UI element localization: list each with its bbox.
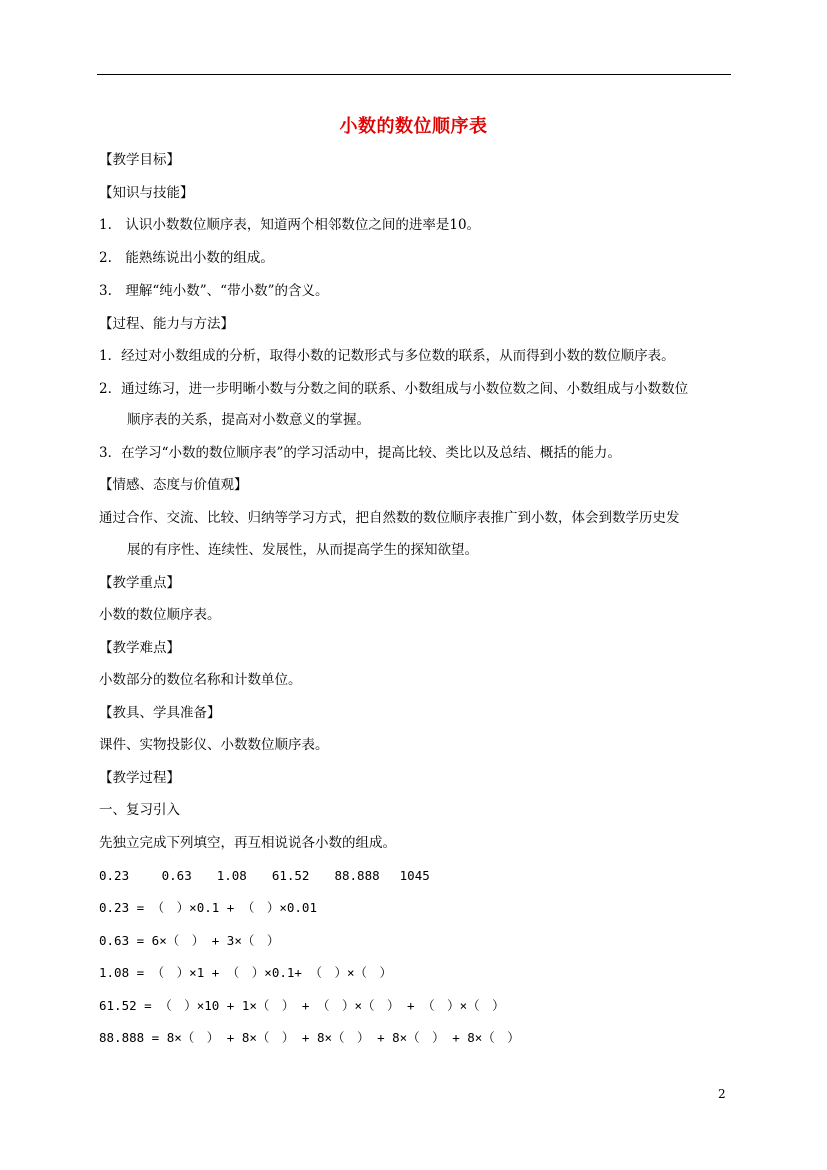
difficulties-text: 小数部分的数位名称和计数单位。 <box>99 672 302 688</box>
decimal-list: 0.23 0.63 1.08 61.52 88.888 1045 <box>99 868 430 883</box>
header-rule <box>97 74 731 75</box>
heading-teaching-process: 【教学过程】 <box>99 770 180 786</box>
materials-text: 课件、实物投影仪、小数数位顺序表。 <box>99 737 329 753</box>
exercise-instruction: 先独立完成下列填空，再互相说说各小数的组成。 <box>99 835 396 851</box>
exercise-equation: 0.63 = 6×（ ） + 3×（ ） <box>99 933 280 948</box>
section-review-intro: 一、复习引入 <box>99 802 180 818</box>
heading-teaching-goals: 【教学目标】 <box>99 152 180 168</box>
exercise-equation: 1.08 = （ ）×1 + （ ）×0.1+ （ ）×（ ） <box>99 965 392 980</box>
exercise-equation: 88.888 = 8×（ ） + 8×（ ） + 8×（ ） + 8×（ ） + 8×（ ） <box>99 1030 520 1045</box>
goal-item: 3. 理解“纯小数”、“带小数”的含义。 <box>99 283 329 299</box>
heading-emotion-attitude: 【情感、态度与价值观】 <box>99 477 248 493</box>
heading-materials: 【教具、学具准备】 <box>99 705 221 721</box>
emotion-text-continued: 展的有序性、连续性、发展性，从而提高学生的探知欲望。 <box>127 542 478 558</box>
emotion-text: 通过合作、交流、比较、归纳等学习方式，把自然数的数位顺序表推广到小数，体会到数学历史发 <box>99 510 680 526</box>
process-item: 1．经过对小数组成的分析，取得小数的记数形式与多位数的联系，从而得到小数的数位顺序表。 <box>99 348 675 364</box>
process-item: 3．在学习“小数的数位顺序表”的学习活动中，提高比较、类比以及总结、概括的能力。 <box>99 445 621 461</box>
goal-item: 1. 认识小数数位顺序表，知道两个相邻数位之间的进率是10。 <box>99 217 481 233</box>
key-points-text: 小数的数位顺序表。 <box>99 607 221 623</box>
process-item: 2．通过练习，进一步明晰小数与分数之间的联系、小数组成与小数位数之间、小数组成与小数数位 <box>99 381 689 397</box>
heading-key-points: 【教学重点】 <box>99 575 180 591</box>
heading-difficulties: 【教学难点】 <box>99 640 180 656</box>
page-number: 2 <box>718 1087 726 1101</box>
heading-process-ability: 【过程、能力与方法】 <box>99 316 234 332</box>
exercise-equation: 61.52 = （ ）×10 + 1×（ ） + （ ）×（ ） + （ ）×（ ） <box>99 998 505 1013</box>
heading-knowledge-skills: 【知识与技能】 <box>99 185 194 201</box>
goal-item: 2. 能熟练说出小数的组成。 <box>99 250 274 266</box>
process-item-continued: 顺序表的关系，提高对小数意义的掌握。 <box>127 412 370 428</box>
exercise-equation: 0.23 = （ ）×0.1 + （ ）×0.01 <box>99 900 317 915</box>
document-title: 小数的数位顺序表 <box>339 116 488 137</box>
